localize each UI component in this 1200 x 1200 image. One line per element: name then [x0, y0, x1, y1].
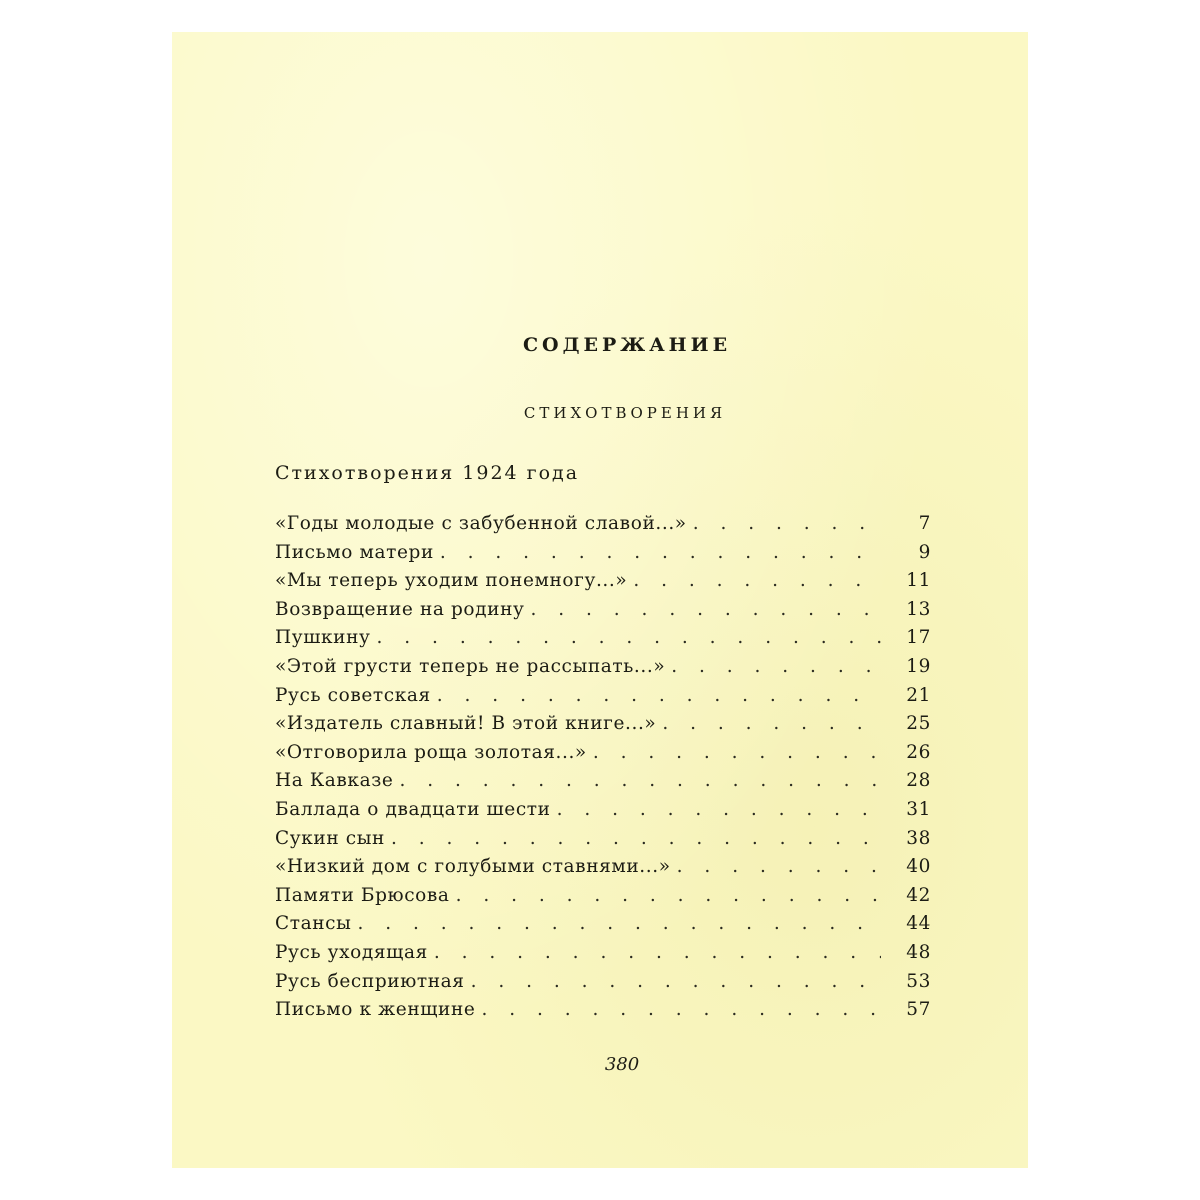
toc-entry-page: 17: [906, 627, 931, 649]
toc-entry-title: «Отговорила роща золотая...»: [275, 741, 587, 763]
toc-entry[interactable]: [275, 713, 931, 742]
toc-entry-title: Письмо к женщине: [275, 999, 476, 1021]
toc-entry-page: 26: [906, 741, 931, 763]
toc-entry-page: 13: [906, 598, 931, 620]
toc-entry-page: 38: [906, 827, 931, 849]
dot-leader: [399, 770, 881, 791]
toc-entry-page: 53: [906, 970, 931, 992]
dot-leader: [671, 656, 881, 677]
toc-entry-title: «Низкий дом с голубыми ставнями...»: [275, 856, 671, 878]
toc-entry-page: 42: [906, 884, 931, 906]
dot-leader: [633, 570, 881, 591]
toc-entry-page: 21: [906, 684, 931, 706]
dot-leader: [456, 885, 881, 906]
table-of-contents: [275, 513, 931, 1028]
toc-entry-page: 31: [906, 798, 931, 820]
section-title: СТИХОТВОРЕНИЯ: [523, 404, 727, 422]
dot-leader: [440, 542, 881, 563]
toc-entry-title: Русь советская: [275, 684, 431, 706]
toc-entry-page: 7: [918, 513, 931, 534]
toc-entry-title: Пушкину: [275, 627, 371, 649]
toc-entry-title: «Издатель славный! В этой книге...»: [275, 713, 657, 735]
toc-entry[interactable]: [275, 856, 931, 885]
page-number: 380: [604, 1054, 640, 1075]
toc-entry[interactable]: [275, 799, 931, 828]
toc-entry-title: «Мы теперь уходим понемногу...»: [275, 570, 628, 592]
dot-leader: [471, 971, 881, 992]
toc-entry-page: 11: [906, 570, 931, 592]
toc-entry[interactable]: [275, 656, 931, 685]
toc-entry-title: «Этой грусти теперь не рассыпать...»: [275, 655, 666, 677]
toc-entry-title: Русь уходящая: [275, 941, 428, 963]
toc-entry-page: 9: [918, 541, 931, 563]
toc-entry[interactable]: [275, 570, 931, 599]
dot-leader: [437, 685, 881, 706]
toc-entry-title: На Кавказе: [275, 770, 394, 792]
dot-leader: [377, 627, 881, 648]
toc-entry-page: 48: [906, 941, 931, 963]
dot-leader: [481, 999, 881, 1020]
toc-entry[interactable]: [275, 627, 931, 656]
toc-entry-page: 40: [906, 856, 931, 878]
dot-leader: [677, 856, 881, 877]
toc-entry-title: Возвращение на родину: [275, 598, 525, 620]
toc-entry-page: 25: [906, 713, 931, 735]
toc-entry-page: 44: [906, 913, 931, 935]
dot-leader: [593, 742, 881, 763]
toc-entry[interactable]: [275, 942, 931, 971]
dot-leader: [531, 599, 881, 620]
toc-entry-title: «Годы молодые с забубенной славой...»: [275, 513, 687, 534]
toc-entry-title: Письмо матери: [275, 541, 434, 563]
toc-entry-page: 57: [906, 999, 931, 1021]
toc-entry[interactable]: [275, 599, 931, 628]
toc-entry[interactable]: [275, 885, 931, 914]
toc-entry[interactable]: [275, 770, 931, 799]
toc-entry-page: 19: [906, 655, 931, 677]
book-page: [172, 32, 1028, 1168]
toc-entry[interactable]: [275, 513, 931, 542]
toc-entry[interactable]: [275, 999, 931, 1028]
toc-entry[interactable]: [275, 742, 931, 771]
toc-entry[interactable]: [275, 828, 931, 857]
toc-entry[interactable]: [275, 971, 931, 1000]
toc-entry-title: Стансы: [275, 913, 352, 935]
toc-entry-title: Русь бесприютная: [275, 970, 465, 992]
dot-leader: [693, 513, 881, 534]
toc-entry-page: 28: [906, 770, 931, 792]
dot-leader: [357, 913, 881, 934]
toc-entry-title: Памяти Брюсова: [275, 884, 450, 906]
toc-entry[interactable]: [275, 913, 931, 942]
dot-leader: [662, 713, 881, 734]
toc-entry[interactable]: [275, 685, 931, 714]
page-title: СОДЕРЖАНИЕ: [522, 334, 732, 356]
toc-entry-title: Баллада о двадцати шести: [275, 798, 551, 820]
dot-leader: [434, 942, 881, 963]
subsection-title: Стихотворения 1924 года: [275, 462, 580, 484]
dot-leader: [391, 828, 881, 849]
toc-entry-title: Сукин сын: [275, 827, 385, 849]
dot-leader: [557, 799, 881, 820]
toc-entry[interactable]: [275, 542, 931, 571]
